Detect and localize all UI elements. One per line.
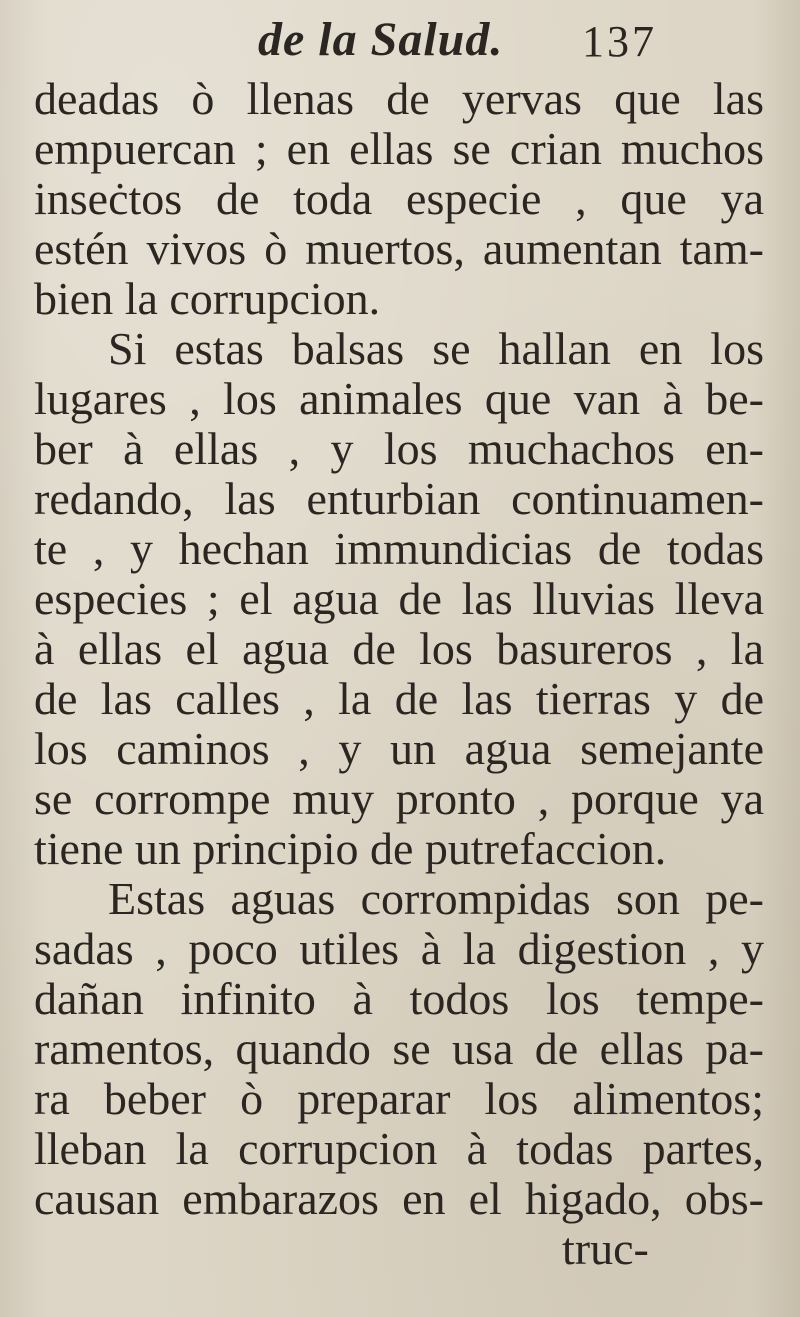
text-line: se corrompe muy pronto , porque ya (34, 773, 764, 824)
catchword: truc- (562, 1223, 649, 1274)
text-line: ramentos, quando se usa de ellas pa- (34, 1023, 764, 1074)
text-line: empuercan ; en ellas se crian muchos (34, 123, 764, 174)
text-line: redando, las enturbian continuamen- (34, 473, 764, 524)
text-line: te , y hechan immundicias de todas (34, 523, 764, 574)
running-title: de la Salud. (258, 13, 504, 66)
text-line: estén vivos ò muertos, aumentan tam- (34, 223, 764, 274)
text-line: los caminos , y un agua semejante (34, 723, 764, 774)
text-line: causan embarazos en el higado, obs- (34, 1173, 764, 1224)
text-line: dañan infinito à todos los tempe- (34, 973, 764, 1024)
running-head (0, 8, 800, 68)
text-line: bien la corrupcion. (34, 273, 381, 324)
text-line: deadas ò llenas de yervas que las (34, 73, 764, 124)
text-line: tiene un principio de putrefaccion. (34, 823, 667, 874)
text-line: lugares , los animales que van à be- (34, 373, 764, 424)
text-line: lleban la corrupcion à todas partes, (34, 1123, 764, 1174)
paragraph-first-line: Si estas balsas se hallan en los (108, 323, 764, 374)
paragraph-first-line: Estas aguas corrompidas son pe- (108, 873, 764, 924)
text-line: inseċtos de toda especie , que ya (34, 173, 764, 224)
page-number: 137 (582, 17, 657, 66)
text-line: ber à ellas , y los muchachos en- (34, 423, 764, 474)
text-line: de las calles , la de las tierras y de (34, 673, 764, 724)
text-line: especies ; el agua de las lluvias lleva (34, 573, 764, 624)
text-line: ra beber ò preparar los alimentos; (34, 1073, 764, 1124)
text-line: sadas , poco utiles à la digestion , y (34, 923, 764, 974)
text-line: à ellas el agua de los basureros , la (34, 623, 764, 674)
